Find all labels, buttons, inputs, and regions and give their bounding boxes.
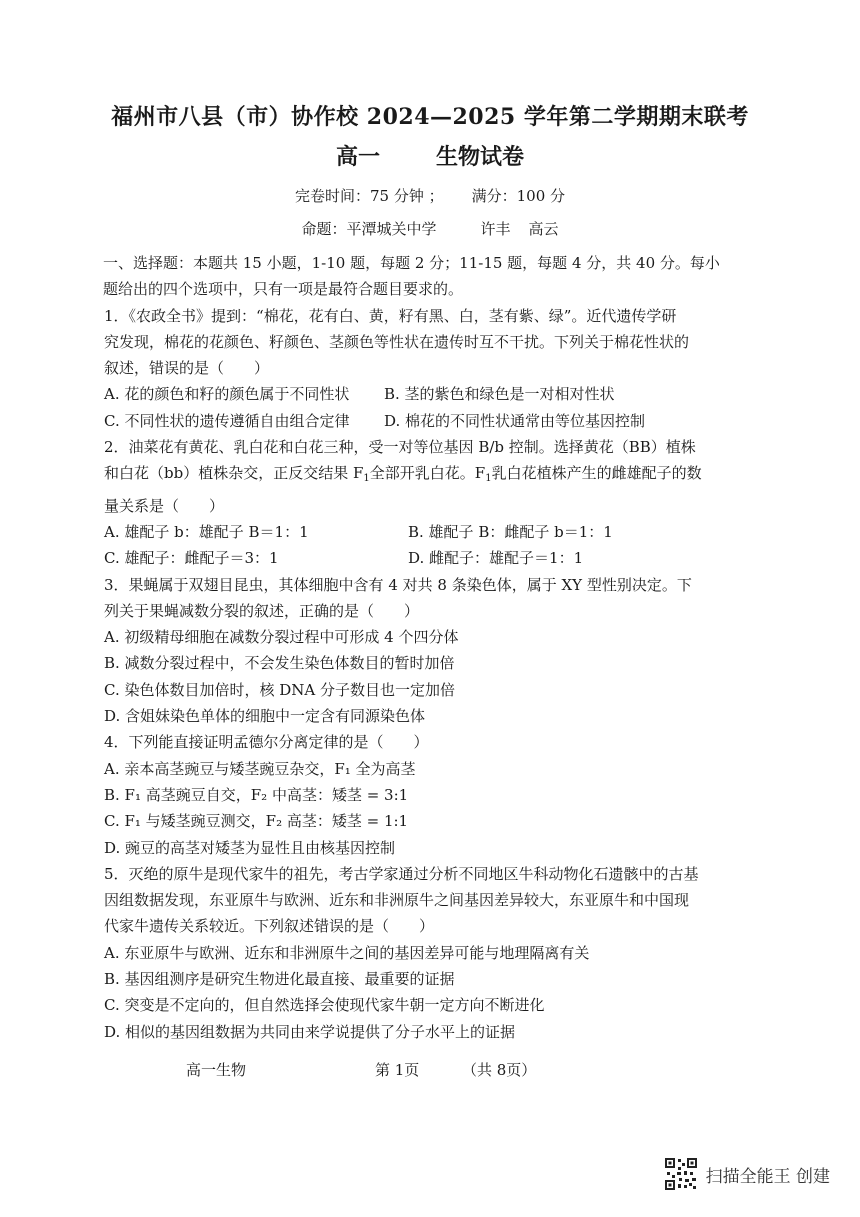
instructions-line: 一、选择题：本题共 15 小题，1-10 题，每题 2 分；11-15 题，每题 4 分，共 40 分。每小 <box>103 254 720 272</box>
option-d[interactable]: D. 豌豆的高茎对矮茎为显性且由核基因控制 <box>104 838 396 857</box>
option-row <box>104 381 744 407</box>
stem-text: 全部开乳白花。F <box>369 464 486 483</box>
section-instructions <box>103 250 744 303</box>
author-name-1: 许丰 <box>480 220 511 238</box>
exam-time-score <box>0 185 860 206</box>
question-stem-line <box>104 460 744 492</box>
option-c[interactable]: C. 雄配子：雌配子＝3：1 <box>104 549 279 568</box>
exam-score: 满分：100 分 <box>471 187 566 205</box>
exam-authors <box>0 218 860 239</box>
option-row <box>104 545 744 571</box>
question-stem-line: 4．下列能直接证明孟德尔分离定律的是（ ） <box>104 733 429 752</box>
author-name-2: 高云 <box>528 220 559 238</box>
option-a[interactable]: A. 花的颜色和籽的颜色属于不同性状 <box>104 385 350 404</box>
option-c[interactable]: C. 染色体数目加倍时，核 DNA 分子数目也一定加倍 <box>104 680 456 699</box>
footer-total-pages: （共 8页） <box>462 1061 537 1079</box>
option-d[interactable]: D. 雌配子：雄配子＝1：1 <box>408 549 584 568</box>
subject-label: 生物试卷 <box>436 144 525 170</box>
question-4 <box>104 729 744 860</box>
option-c[interactable]: C. F₁ 与矮茎豌豆测交，F₂ 高茎：矮茎 = 1:1 <box>104 812 409 831</box>
exam-time: 完卷时间：75 分钟 ； <box>294 187 444 205</box>
question-stem-line: 列关于果蝇减数分裂的叙述，正确的是（ ） <box>104 601 420 620</box>
grade-label: 高一 <box>335 144 380 170</box>
question-stem-line: 究发现，棉花的花颜色、籽颜色、茎颜色等性状在遗传时互不干扰。下列关于棉花性状的 <box>104 332 690 351</box>
option-b[interactable]: B. 基因组测序是研究生物进化最直接、最重要的证据 <box>104 970 455 989</box>
subscript: 1 <box>363 473 370 485</box>
stem-text: 乳白花植株产生的雌雄配子的数 <box>491 464 702 483</box>
option-b[interactable]: B. F₁ 高茎豌豆自交，F₂ 中高茎：矮茎 = 3:1 <box>104 785 409 804</box>
question-stem-line: 1．《农政全书》提到：“棉花，花有白、黄，籽有黑、白，茎有紫、绿”。近代遗传学研 <box>104 306 677 325</box>
scanner-watermark <box>664 1157 830 1191</box>
exam-subtitle <box>0 140 860 171</box>
footer-subject: 高一生物 <box>186 1061 247 1079</box>
question-1 <box>104 303 744 434</box>
subscript: 1 <box>485 473 492 485</box>
option-a[interactable]: A. 雄配子 b：雄配子 B＝1：1 <box>104 522 309 541</box>
option-c[interactable]: C. 突变是不定向的，但自然选择会使现代家牛朝一定方向不断进化 <box>104 996 545 1015</box>
watermark-text: 扫描全能王 创建 <box>705 1166 830 1187</box>
option-a[interactable]: A. 亲本高茎豌豆与矮茎豌豆杂交，F₁ 全为高茎 <box>104 759 416 778</box>
instructions-line: 题给出的四个选项中，只有一项是最符合题目要求的。 <box>103 280 464 299</box>
question-5 <box>104 861 744 1045</box>
question-stem-line: 2．油菜花有黄花、乳白花和白花三种，受一对等位基因 B/b 控制。选择黄花（BB）植株 <box>104 438 696 457</box>
option-c[interactable]: C. 不同性状的遗传遵循自由组合定律 <box>104 411 350 430</box>
question-body <box>104 250 744 1045</box>
option-row <box>104 519 744 545</box>
option-b[interactable]: B. 减数分裂过程中，不会发生染色体数目的暂时加倍 <box>104 654 455 673</box>
option-d[interactable]: D. 棉花的不同性状通常由等位基因控制 <box>384 411 646 430</box>
stem-text: 和白花（bb）植株杂交，正反交结果 F <box>104 464 364 483</box>
option-a[interactable]: A. 东亚原牛与欧洲、近东和非洲原牛之间的基因差异可能与地理隔离有关 <box>104 943 590 962</box>
option-d[interactable]: D. 含姐妹染色单体的细胞中一定含有同源染色体 <box>104 707 426 726</box>
question-stem-line: 代家牛遗传关系较近。下列叙述错误的是（ ） <box>104 917 435 936</box>
option-row <box>104 408 744 434</box>
question-2 <box>104 434 744 571</box>
option-d[interactable]: D. 相似的基因组数据为共同由来学说提供了分子水平上的证据 <box>104 1022 516 1041</box>
author-school: 命题：平潭城关中学 <box>301 220 437 238</box>
question-stem-line: 5．灭绝的原牛是现代家牛的祖先，考古学家通过分析不同地区牛科动物化石遗骸中的古基 <box>104 864 699 883</box>
question-3 <box>104 572 744 730</box>
option-b[interactable]: B. 雄配子 B：雌配子 b＝1：1 <box>408 522 613 541</box>
qr-code-icon <box>664 1157 698 1191</box>
exam-title: 福州市八县（市）协作校 2024—2025 学年第二学期期末联考 <box>111 104 749 130</box>
option-a[interactable]: A. 初级精母细胞在减数分裂过程中可形成 4 个四分体 <box>104 628 459 647</box>
option-b[interactable]: B. 茎的紫色和绿色是一对相对性状 <box>384 385 615 404</box>
question-stem-line: 因组数据发现，东亚原牛与欧洲、近东和非洲原牛之间基因差异较大，东亚原牛和中国现 <box>104 891 690 910</box>
footer-page-number: 第 1页 <box>375 1061 420 1079</box>
question-stem-line: 量关系是（ ） <box>104 496 225 515</box>
question-stem-line: 叙述，错误的是（ ） <box>104 359 270 378</box>
question-stem-line: 3．果蝇属于双翅目昆虫，其体细胞中含有 4 对共 8 条染色体，属于 XY 型性别决定。下 <box>104 575 692 594</box>
